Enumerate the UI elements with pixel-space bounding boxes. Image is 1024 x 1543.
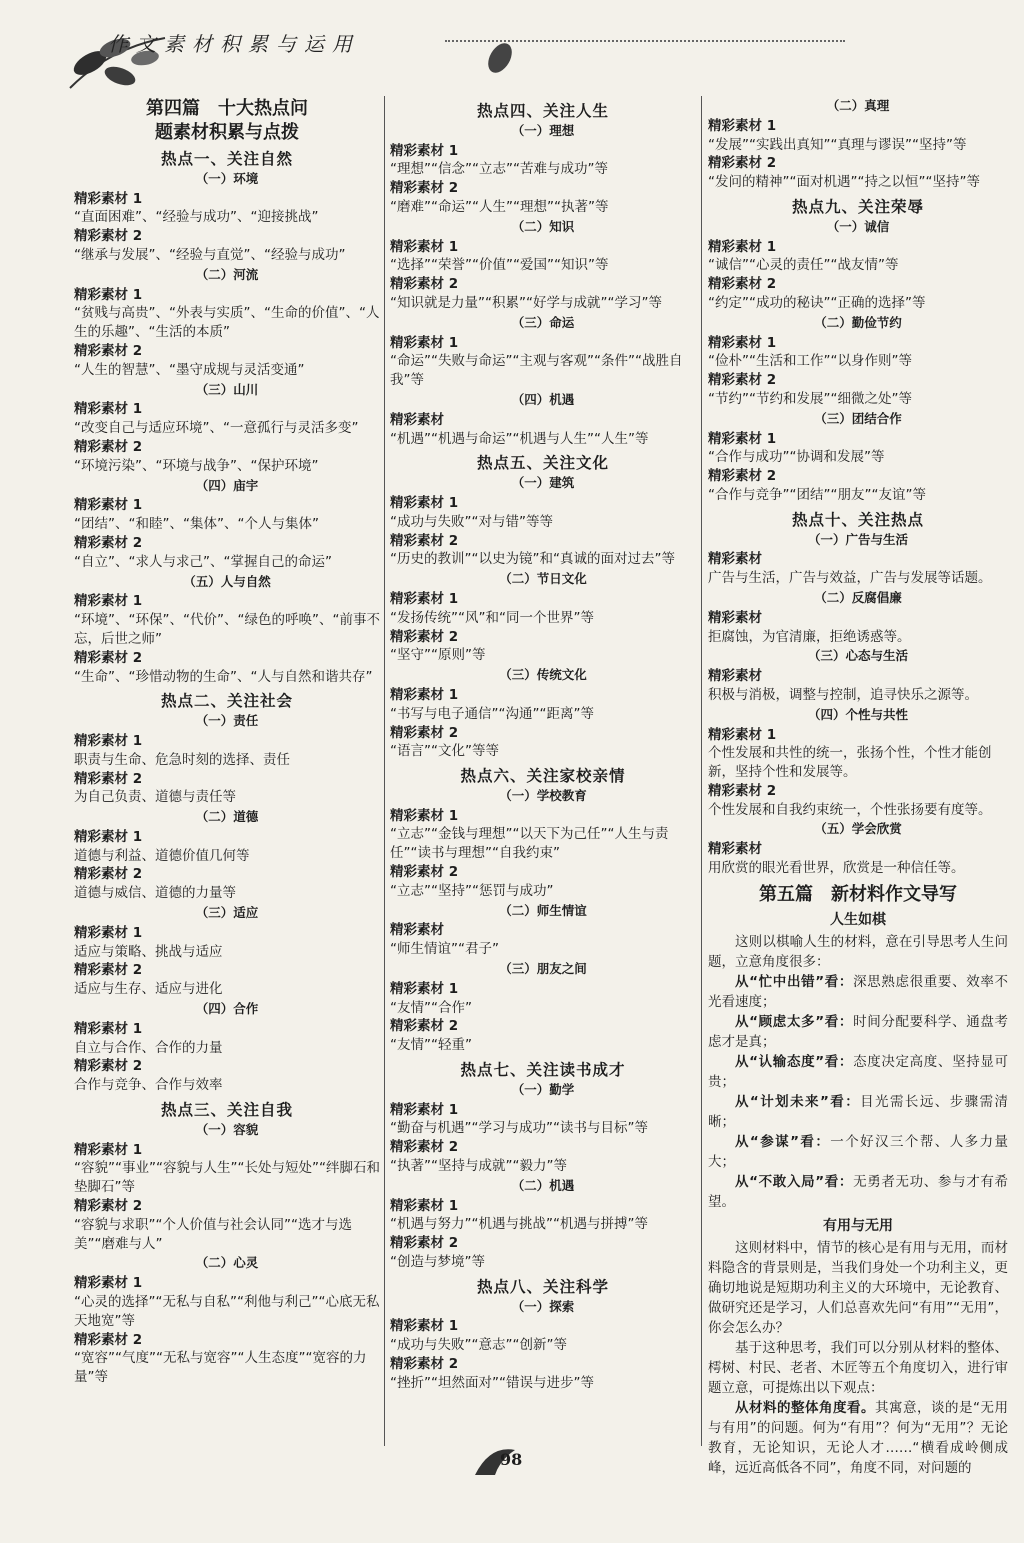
material-text: “节约”“节约和发展”“细微之处”等 [708, 390, 912, 407]
material-label: 精彩素材 2 [390, 864, 459, 881]
article-point [708, 972, 1008, 1012]
subsection-heading: （一）容貌 [195, 1121, 259, 1137]
material-text: “选择”“荣誉”“价值”“爱国”“知识”等 [390, 257, 609, 274]
material-text: “约定”“成功的秘诀”“正确的选择”等 [708, 294, 926, 311]
material-text: “直面困难”、“经验与成功”、“迎接挑战” [74, 209, 319, 226]
subsection-heading: （一）勤学 [511, 1081, 575, 1097]
material-text: “容貌”“事业”“容貌与人生”“长处与短处”“绊脚石和垫脚石”等 [74, 1160, 380, 1196]
material-text: 适应与生存、适应与进化 [74, 981, 223, 998]
material-text: “团结”、“和睦”、“集体”、“个人与集体” [74, 516, 319, 533]
subsection-heading: （三）适应 [195, 905, 259, 921]
material-text: “继承与发展”、“经验与直觉”、“经验与成功” [74, 246, 346, 263]
subsection-heading: （二）节日文化 [499, 571, 587, 587]
article-point-text: 一个好汉三个帮、人多力量大； [708, 1133, 1009, 1170]
article-paragraph: 这则材料中，情节的核心是有用与无用，而材料隐含的背景则是，当我们身处一个功利主义，更确切地说是短期功利主义的大环境中，无论教育、做研究还是学习，人们总喜欢先问“有用”“无用”，你会怎么办？ [708, 1239, 1008, 1336]
material-text: 自立与合作、合作的力量 [74, 1039, 223, 1056]
article-section [708, 910, 1008, 1478]
article-paragraph [708, 1398, 1008, 1478]
subsection-heading: （一）广告与生活 [807, 531, 908, 547]
material-text: “磨难”“命运”“人生”“理想”“执著”等 [390, 198, 609, 215]
material-label: 精彩素材 2 [74, 1331, 143, 1348]
material-label: 精彩素材 1 [708, 430, 777, 447]
material-label: 精彩素材 1 [708, 238, 777, 255]
article-paragraph: 这则以棋喻人生的材料，意在引导思考人生问题，立意角度很多： [708, 933, 1008, 970]
subsection-heading: （二）知识 [511, 218, 575, 234]
column-middle [390, 96, 696, 1393]
material-text: “发展”“实践出真知”“真理与谬误”“坚持”等 [708, 136, 967, 153]
column-right [708, 96, 1008, 1478]
material-text: 合作与竞争、合作与效率 [74, 1077, 223, 1094]
material-label: 精彩素材 1 [390, 590, 459, 607]
subsection-heading: （五）人与自然 [183, 573, 271, 589]
subsection-heading: （三）传统文化 [499, 667, 587, 683]
hotspot-heading: 热点三、关注自我 [160, 1100, 293, 1120]
material-label: 精彩素材 [390, 411, 444, 428]
material-label: 精彩素材 1 [390, 1197, 459, 1214]
subsection-heading: （一）建筑 [511, 475, 575, 491]
material-text: 为自己负责、道德与责任等 [74, 789, 236, 806]
material-label: 精彩素材 2 [390, 1235, 459, 1252]
material-text: “成功与失败”“对与错”等等 [390, 513, 553, 530]
material-text: “创造与梦境”等 [390, 1254, 485, 1271]
page-number: 98 [500, 1450, 523, 1469]
column-left [74, 96, 380, 1387]
material-label: 精彩素材 1 [390, 494, 459, 511]
material-text: “友情”“合作” [390, 999, 472, 1016]
material-text: “机遇与努力”“机遇与挑战”“机遇与拼搏”等 [390, 1216, 648, 1233]
hotspot-heading: 热点九、关注荣辱 [791, 196, 924, 216]
material-text: “挫折”“坦然面对”“错误与进步”等 [390, 1374, 594, 1391]
subsection-heading: （二）机遇 [511, 1177, 575, 1193]
subsection-heading: （二）师生情谊 [499, 902, 587, 918]
article-title: 人生如棋 [830, 911, 886, 928]
article-text: 其寓意，谈的是“无用与有用”的问题。何为“有用”？何为“无用”？无论教育，无论知识，无论人才……“横看成岭侧成峰，远近高低各不同”，角度不同，对问题的 [708, 1399, 1008, 1476]
material-label: 精彩素材 1 [74, 732, 143, 749]
material-label: 精彩素材 1 [390, 686, 459, 703]
subsection-heading: （五）学会欣赏 [814, 821, 902, 837]
material-label: 精彩素材 1 [74, 924, 143, 941]
material-label: 精彩素材 2 [390, 532, 459, 549]
column-divider [701, 96, 702, 1446]
material-label: 精彩素材 2 [74, 866, 143, 883]
material-label: 精彩素材 2 [708, 372, 777, 389]
material-text: “发问的精神”“面对机遇”“持之以恒”“坚持”等 [708, 174, 980, 191]
material-text: “机遇”“机遇与命运”“机遇与人生”“人生”等 [390, 430, 649, 447]
subsection-heading: （三）山川 [195, 381, 259, 397]
article-point-text: 目光需长远、步骤需清晰； [708, 1093, 1008, 1130]
section-title: 题素材积累与点拨 [155, 122, 299, 143]
material-text: “诚信”“心灵的责任”“战友情”等 [708, 257, 899, 274]
subsection-heading: （四）庙宇 [195, 477, 259, 493]
material-text: “环境污染”、“环境与战争”、“保护环境” [74, 457, 319, 474]
material-text: “书写与电子通信”“沟通”“距离”等 [390, 705, 594, 722]
article-point [708, 1172, 1008, 1212]
material-text: “师生情谊”“君子” [390, 941, 499, 958]
material-label: 精彩素材 2 [74, 962, 143, 979]
material-text: “宽容”“气度”“无私与宽容”“人生态度”“宽容的力量”等 [74, 1350, 367, 1386]
material-text: “执著”“坚持与成就”“毅力”等 [390, 1158, 567, 1175]
material-label: 精彩素材 2 [708, 468, 777, 485]
material-label: 精彩素材 1 [708, 117, 777, 134]
article-point [708, 1012, 1008, 1052]
subsection-heading: （一）环境 [195, 170, 259, 186]
hotspot-heading: 热点六、关注家校亲情 [460, 766, 626, 786]
hotspot-heading: 热点十、关注热点 [791, 509, 924, 529]
material-label: 精彩素材 1 [74, 593, 143, 610]
material-label: 精彩素材 1 [708, 334, 777, 351]
material-label: 精彩素材 1 [74, 286, 143, 303]
material-text: 道德与威信、道德的力量等 [74, 885, 236, 902]
material-text: “历史的教训”“以史为镜”和“真诚的面对过去”等 [390, 551, 675, 568]
material-text: “生命”、“珍惜动物的生命”、“人与自然和谐共存” [74, 668, 373, 685]
article-point [708, 1052, 1008, 1092]
material-text: “合作与竞争”“团结”“朋友”“友谊”等 [708, 486, 926, 503]
material-text: “贫贱与高贵”、“外表与实质”、“生命的价值”、“人生的乐趣”、“生活的本质” [74, 305, 380, 341]
material-text: “友情”“轻重” [390, 1037, 472, 1054]
article-point [708, 1092, 1008, 1132]
material-label: 精彩素材 [708, 551, 762, 568]
material-text: “改变自己与适应环境”、“一意孤行与灵活多变” [74, 420, 359, 437]
material-text: “坚守”“原则”等 [390, 647, 486, 664]
material-label: 精彩素材 1 [74, 1020, 143, 1037]
hotspot-heading: 热点七、关注读书成才 [460, 1060, 626, 1080]
material-text: “俭朴”“生活和工作”“以身作则”等 [708, 353, 912, 370]
subsection-heading: （一）探索 [511, 1298, 575, 1314]
material-text: “人生的智慧”、“墨守成规与灵活变通” [74, 361, 305, 378]
section-title: 第五篇 新材料作文导写 [759, 883, 957, 905]
hotspot-heading: 热点五、关注文化 [476, 453, 609, 473]
material-text: “合作与成功”“协调和发展”等 [708, 449, 885, 466]
leaf-sprig-icon [480, 38, 520, 78]
article-lead: 从材料的整体角度看。 [735, 1399, 875, 1416]
material-label: 精彩素材 [708, 668, 762, 685]
article-point-lead: 从“忙中出错”看： [735, 973, 854, 990]
subsection-heading: （三）朋友之间 [499, 961, 587, 977]
hotspot-heading: 热点四、关注人生 [476, 101, 609, 120]
hotspot-heading: 热点二、关注社会 [160, 691, 293, 711]
article-title: 有用与无用 [823, 1217, 893, 1234]
material-text: “成功与失败”“意志”“创新”等 [390, 1337, 567, 1354]
header-title: 作文素材积累与运用 [108, 32, 360, 56]
material-text: “理想”“信念”“立志”“苦难与成功”等 [390, 161, 608, 178]
article-point-text: 深思熟虑很重要、效率不光看速度； [708, 973, 1009, 1010]
material-label: 精彩素材 [708, 609, 762, 626]
material-label: 精彩素材 1 [74, 1275, 143, 1292]
material-text: “立志”“金钱与理想”“以天下为己任”“人生与责任”“读书与理想”“自我约束” [390, 826, 669, 862]
material-label: 精彩素材 2 [74, 1058, 143, 1075]
subsection-heading: （一）学校教育 [499, 787, 587, 803]
header-dotted-rule [445, 40, 845, 42]
material-label: 精彩素材 2 [390, 1018, 459, 1035]
subsection-heading: （三）团结合作 [814, 410, 902, 426]
material-label: 精彩素材 2 [390, 180, 459, 197]
material-label: 精彩素材 2 [390, 628, 459, 645]
material-label: 精彩素材 2 [74, 342, 143, 359]
material-text: 道德与利益、道德价值几何等 [74, 847, 250, 864]
material-text: “勤奋与机遇”“学习与成功”“读书与目标”等 [390, 1120, 648, 1137]
material-label: 精彩素材 2 [708, 782, 777, 799]
material-text: 用欣赏的眼光看世界，欣赏是一种信任等。 [708, 860, 965, 877]
subsection-heading: （四）机遇 [511, 391, 575, 407]
subsection-heading: （四）合作 [195, 1001, 259, 1017]
article-point [708, 1132, 1008, 1172]
article-point-lead: 从“认输态度”看： [735, 1053, 854, 1070]
material-label: 精彩素材 1 [390, 807, 459, 824]
material-text: 个性发展和自我约束统一，个性张扬要有度等。 [708, 801, 992, 818]
subsection-heading: （二）勤俭节约 [814, 314, 902, 330]
subsection-heading: （二）反腐倡廉 [814, 589, 902, 605]
material-text: “容貌与求职”“个人价值与社会认同”“选才与选美”“磨难与人” [74, 1216, 352, 1252]
article-point-text: 无勇者无功、参与才有希望。 [708, 1173, 1009, 1210]
material-label: 精彩素材 [390, 922, 444, 939]
material-label: 精彩素材 2 [390, 1139, 459, 1156]
material-label: 精彩素材 2 [74, 649, 143, 666]
material-label: 精彩素材 1 [74, 828, 143, 845]
material-text: “语言”“文化”等等 [390, 743, 499, 760]
material-label: 精彩素材 1 [74, 1141, 143, 1158]
article-point-text: 时间分配要科学、通盘考虑才是真； [708, 1013, 1009, 1050]
material-label: 精彩素材 1 [390, 142, 459, 159]
article-point-text: 态度决定高度、坚持显可贵； [708, 1053, 1009, 1090]
material-label: 精彩素材 2 [74, 228, 143, 245]
material-label: 精彩素材 1 [390, 980, 459, 997]
material-text: “环境”、“环保”、“代价”、“绿色的呼唤”、“前事不忘，后世之师” [74, 612, 380, 647]
subsection-heading: （四）个性与共性 [807, 706, 908, 722]
material-text: 广告与生活，广告与效益，广告与发展等话题。 [708, 570, 992, 587]
material-text: “知识就是力量”“积累”“好学与成就”“学习”等 [390, 294, 662, 311]
material-label: 精彩素材 1 [390, 1318, 459, 1335]
material-text: 适应与策略、挑战与适应 [74, 943, 223, 960]
material-label: 精彩素材 1 [708, 726, 777, 743]
material-text: 职责与生命、危急时刻的选择、责任 [74, 751, 290, 768]
material-label: 精彩素材 1 [74, 497, 143, 514]
subsection-heading: （二）河流 [195, 266, 259, 282]
hotspot-heading: 热点一、关注自然 [160, 149, 293, 168]
material-label: 精彩素材 2 [708, 155, 777, 172]
material-text: 拒腐蚀，为官清廉，拒绝诱惑等。 [708, 628, 911, 645]
material-label: 精彩素材 2 [390, 1356, 459, 1372]
material-text: “发扬传统”“风”和“同一个世界”等 [390, 609, 594, 626]
subsection-heading: （一）理想 [511, 122, 575, 138]
hotspot-heading: 热点八、关注科学 [476, 1276, 609, 1296]
material-label: 精彩素材 2 [74, 438, 143, 455]
material-label: 精彩素材 2 [74, 770, 143, 787]
section-title: 第四篇 十大热点问 [146, 98, 308, 119]
subsection-heading: （一）责任 [195, 713, 259, 729]
material-text: “心灵的选择”“无私与自私”“利他与利己”“心底无私天地宽”等 [74, 1294, 380, 1329]
material-text: “立志”“坚持”“惩罚与成功” [390, 882, 554, 899]
material-label: 精彩素材 2 [390, 724, 459, 741]
material-label: 精彩素材 [708, 841, 762, 858]
subsection-heading: （一）诚信 [826, 218, 890, 234]
column-divider [384, 96, 385, 1446]
material-label: 精彩素材 2 [708, 276, 777, 293]
material-text: 个性发展和共性的统一，张扬个性，个性才能创新，坚持个性和发展等。 [708, 745, 992, 781]
article-point-lead: 从“顾虑太多”看： [735, 1013, 854, 1030]
material-text: 积极与消极，调整与控制，追寻快乐之源等。 [708, 686, 978, 703]
material-text: “自立”、“求人与求己”、“掌握自己的命运” [74, 553, 332, 570]
article-point-lead: 从“参谋”看： [735, 1133, 831, 1150]
material-label: 精彩素材 1 [390, 1101, 459, 1118]
subsection-heading: （三）心态与生活 [807, 648, 908, 664]
article-point-lead: 从“计划未来”看： [735, 1093, 861, 1110]
material-label: 精彩素材 1 [390, 238, 459, 255]
article-point-lead: 从“不敢入局”看： [735, 1173, 854, 1190]
material-label: 精彩素材 2 [74, 534, 143, 551]
subsection-heading: （二）道德 [195, 809, 259, 825]
material-label: 精彩素材 2 [74, 1198, 143, 1215]
subsection-heading: （三）命运 [511, 314, 575, 330]
material-label: 精彩素材 1 [390, 334, 459, 351]
material-label: 精彩素材 2 [390, 276, 459, 293]
article-paragraph: 基于这种思考，我们可以分别从材料的整体、樗树、村民、老者、木匠等五个角度切入，进行审题立意，可提炼出以下观点： [708, 1339, 1008, 1396]
material-text: “命运”“失败与命运”“主观与客观”“条件”“战胜自我”等 [390, 353, 683, 389]
material-label: 精彩素材 1 [74, 190, 143, 207]
subsection-heading: （二）心灵 [195, 1255, 259, 1271]
subsection-heading: （二）真理 [826, 98, 890, 113]
material-label: 精彩素材 1 [74, 401, 143, 418]
